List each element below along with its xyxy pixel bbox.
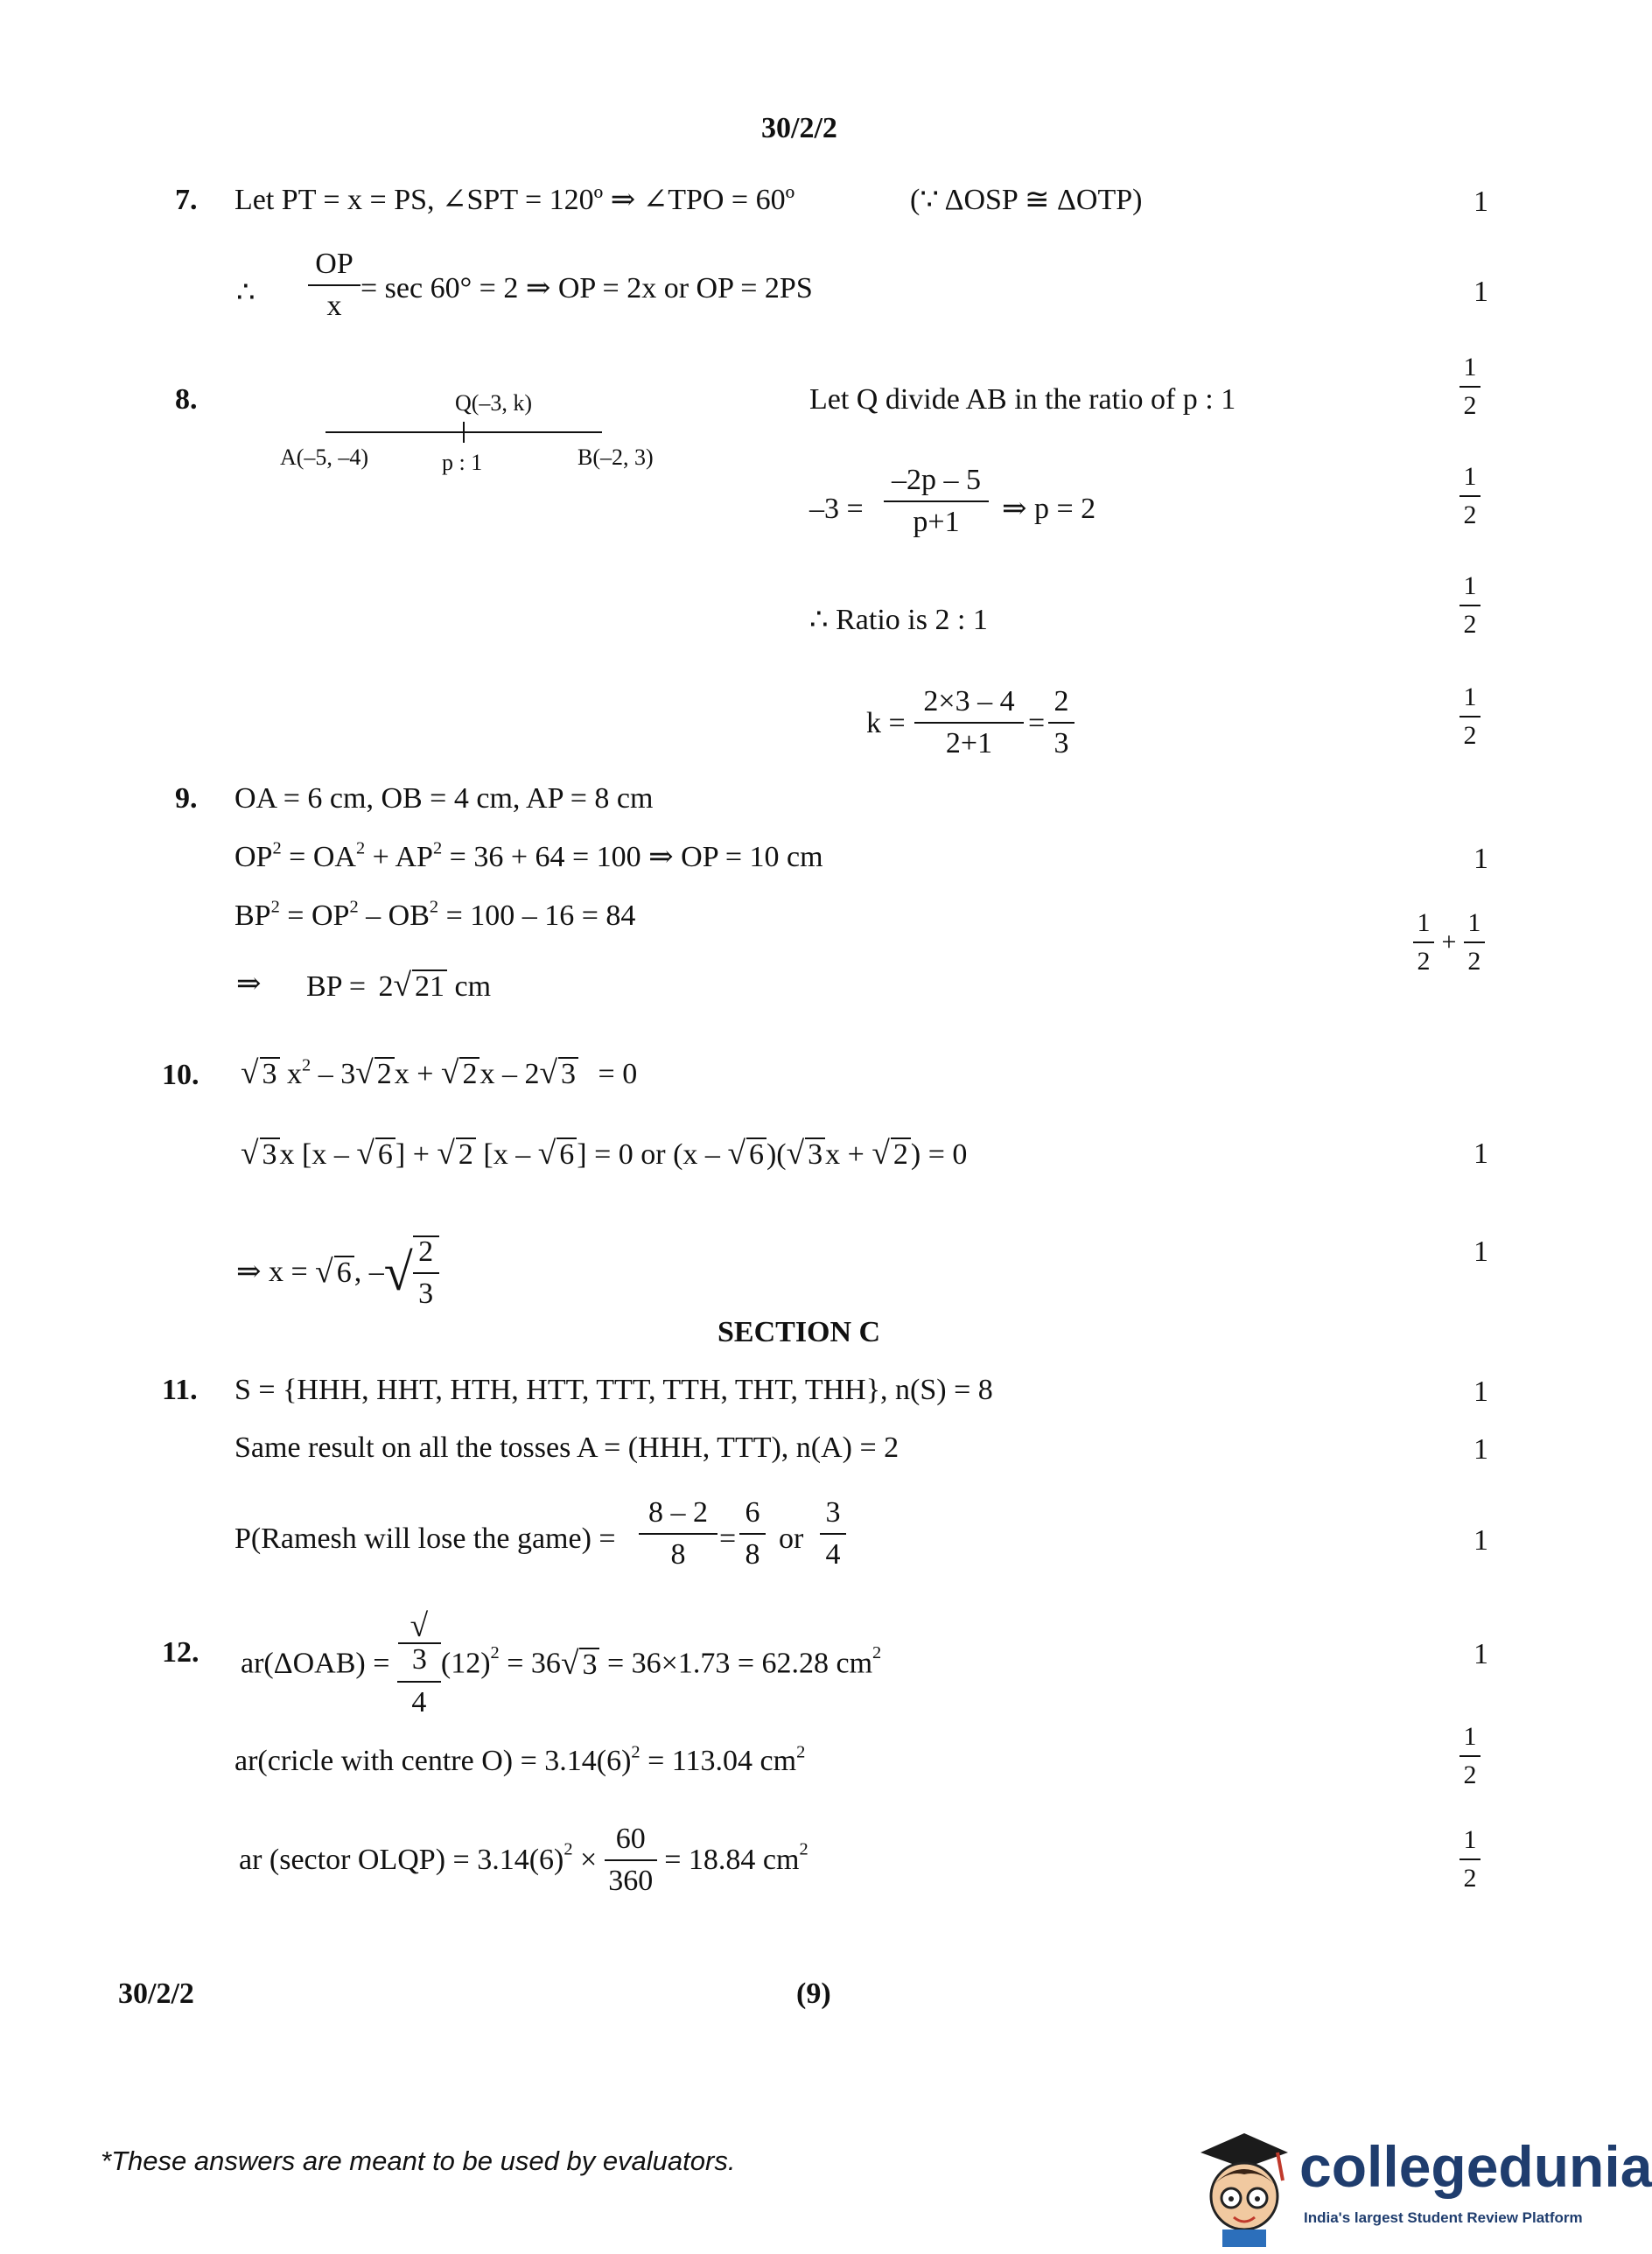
marks: 1: [1474, 1236, 1488, 1268]
fraction-denominator: p+1: [884, 500, 989, 537]
q9-line3: $BP^2 = OP^2 - OB^2 = 100 - 16 = 84$: [234, 897, 636, 932]
point-b-label: B(–2, 3): [578, 444, 654, 470]
q11-fraction-3: $\frac{3}{4}$: [820, 1498, 846, 1570]
fraction-numerator: 2: [1054, 685, 1069, 718]
question-number: 8.: [175, 383, 198, 416]
q12-line1: ar(ΔOAB) = √ 3 4 $(12)^2 = 36√$ 3 = 36×1.73 = 62.28 $cm^2$: [241, 1608, 882, 1719]
question-number: 10.: [162, 1059, 200, 1091]
q12-line2: ar(cricle with centre $O) = 3.14(6)^2 = 113.04$ $cm^2$: [234, 1742, 806, 1777]
page-header-code: 30/2/2: [761, 112, 837, 144]
mascot-icon: [1192, 2126, 1295, 2249]
q8-eq-rhs: ⇒ p = 2: [1002, 493, 1096, 525]
therefore-symbol: ∴: [236, 276, 256, 309]
marks: 1: [1474, 843, 1488, 875]
or-text: or: [779, 1522, 804, 1555]
brand-tagline: India's largest Student Review Platform: [1304, 2209, 1583, 2226]
evaluator-note: *These answers are meant to be used by evaluators.: [101, 2146, 736, 2176]
equals-sign: =: [719, 1522, 737, 1555]
brand-name: collegedunia: [1299, 2134, 1652, 2199]
half-mark: $\frac{1}{2}$: [1460, 1827, 1480, 1893]
question-number: 12.: [162, 1636, 200, 1669]
section-heading: SECTION C: [718, 1316, 881, 1348]
q7-line1: Let PT = x = PS, ∠SPT = 120º ⇒ ∠TPO = 60º: [234, 184, 795, 216]
half-mark: $\frac{1}{2}$: [1460, 573, 1480, 639]
q11-line2: Same result on all the tosses A = (HHH, TTT), n(A) = 2: [234, 1432, 900, 1464]
equals-sign: =: [1028, 707, 1046, 739]
q8-ratio-line: ∴ Ratio is 2 : 1: [809, 604, 988, 636]
q8-k-lhs: k =: [866, 707, 906, 739]
question-number: 9.: [175, 782, 198, 815]
question-number: 11.: [162, 1374, 198, 1406]
q11-line3-lhs: P(Ramesh will lose the game) =: [234, 1522, 616, 1555]
q11-fraction-2: $\frac{6}{8}$: [739, 1498, 766, 1570]
marks: 1: [1474, 186, 1488, 218]
q7-fraction: [308, 249, 360, 321]
q11-line1: S = {HHH, HHT, HTH, HTT, TTT, TTH, THT, THH}, n(S) = 8: [234, 1374, 993, 1406]
marks: 1: [1474, 1638, 1488, 1670]
half-plus-half-mark: $\frac{1}{2}$ + $\frac{1}{2}$: [1413, 910, 1485, 975]
q8-line1: Let Q divide AB in the ratio of p : 1: [809, 383, 1236, 416]
marks: 1: [1474, 1433, 1488, 1466]
q9-line4: BP = 2√ 21 cm: [306, 968, 492, 1004]
q9-line1: OA = 6 cm, OB = 4 cm, AP = 8 cm: [234, 782, 654, 815]
q8-k-fraction: [914, 687, 1024, 759]
fraction-numerator: OP: [315, 248, 354, 280]
q7-line2: = sec 60° = 2 ⇒ OP = 2x or OP = 2PS: [360, 272, 813, 304]
half-mark: $\frac{1}{2}$: [1460, 354, 1480, 420]
fraction-denominator: x: [308, 284, 360, 321]
fraction-denominator: 2+1: [914, 722, 1024, 759]
page-number: (9): [796, 1978, 831, 2010]
fraction-denominator: 3: [1048, 722, 1074, 759]
q8-eq-lhs: –3 =: [809, 493, 864, 525]
q8-fraction: [884, 466, 989, 537]
q7-reason: (∵ ΔOSP ≅ ΔOTP): [910, 184, 1143, 216]
q11-fraction-1: $\frac{8 - 2}{8}$: [639, 1498, 718, 1570]
q10-line2: √ 3x [x – √ 6] + √ 2 [x – √ 6] = 0 or (x – √ 6)(√ 3x + √ 2) = 0: [241, 1136, 968, 1172]
segment-ab: [324, 420, 612, 446]
footer-code: 30/2/2: [118, 1978, 194, 2010]
q10-line1: √ 3 $x^2 - 3√$ 2x + √ 2x – 2√ 3 = 0: [241, 1055, 638, 1091]
fraction-numerator: –2p – 5: [892, 464, 981, 496]
ratio-label: p : 1: [442, 450, 483, 475]
marks: 1: [1474, 1524, 1488, 1557]
half-mark: $\frac{1}{2}$: [1460, 1724, 1480, 1789]
q10-line3: ⇒ x = √ 6, –√ $\frac{2}{3}$: [236, 1236, 439, 1309]
q12-line3: ar (sector OLQP) = $3.14(6)^2$ × $\frac{60}{360}$ = 18.84 $cm^2$: [239, 1823, 808, 1897]
half-mark: $\frac{1}{2}$: [1460, 464, 1480, 529]
q9-line2: $OP^2 = OA^2 + AP^2 = 36 + 64 = 100$ ⇒ OP = 10 cm: [234, 838, 823, 873]
point-a-label: A(–5, –4): [280, 444, 369, 470]
point-q-label: Q(–3, k): [455, 390, 533, 416]
fraction-numerator: 2×3 – 4: [923, 685, 1015, 718]
q8-k-result: [1048, 687, 1074, 759]
question-number: 7.: [175, 184, 198, 216]
marks: 1: [1474, 1376, 1488, 1408]
half-mark: $\frac{1}{2}$: [1460, 684, 1480, 750]
marks: 1: [1474, 1138, 1488, 1170]
marks: 1: [1474, 276, 1488, 308]
q9-arrow: ⇒: [236, 968, 262, 1000]
